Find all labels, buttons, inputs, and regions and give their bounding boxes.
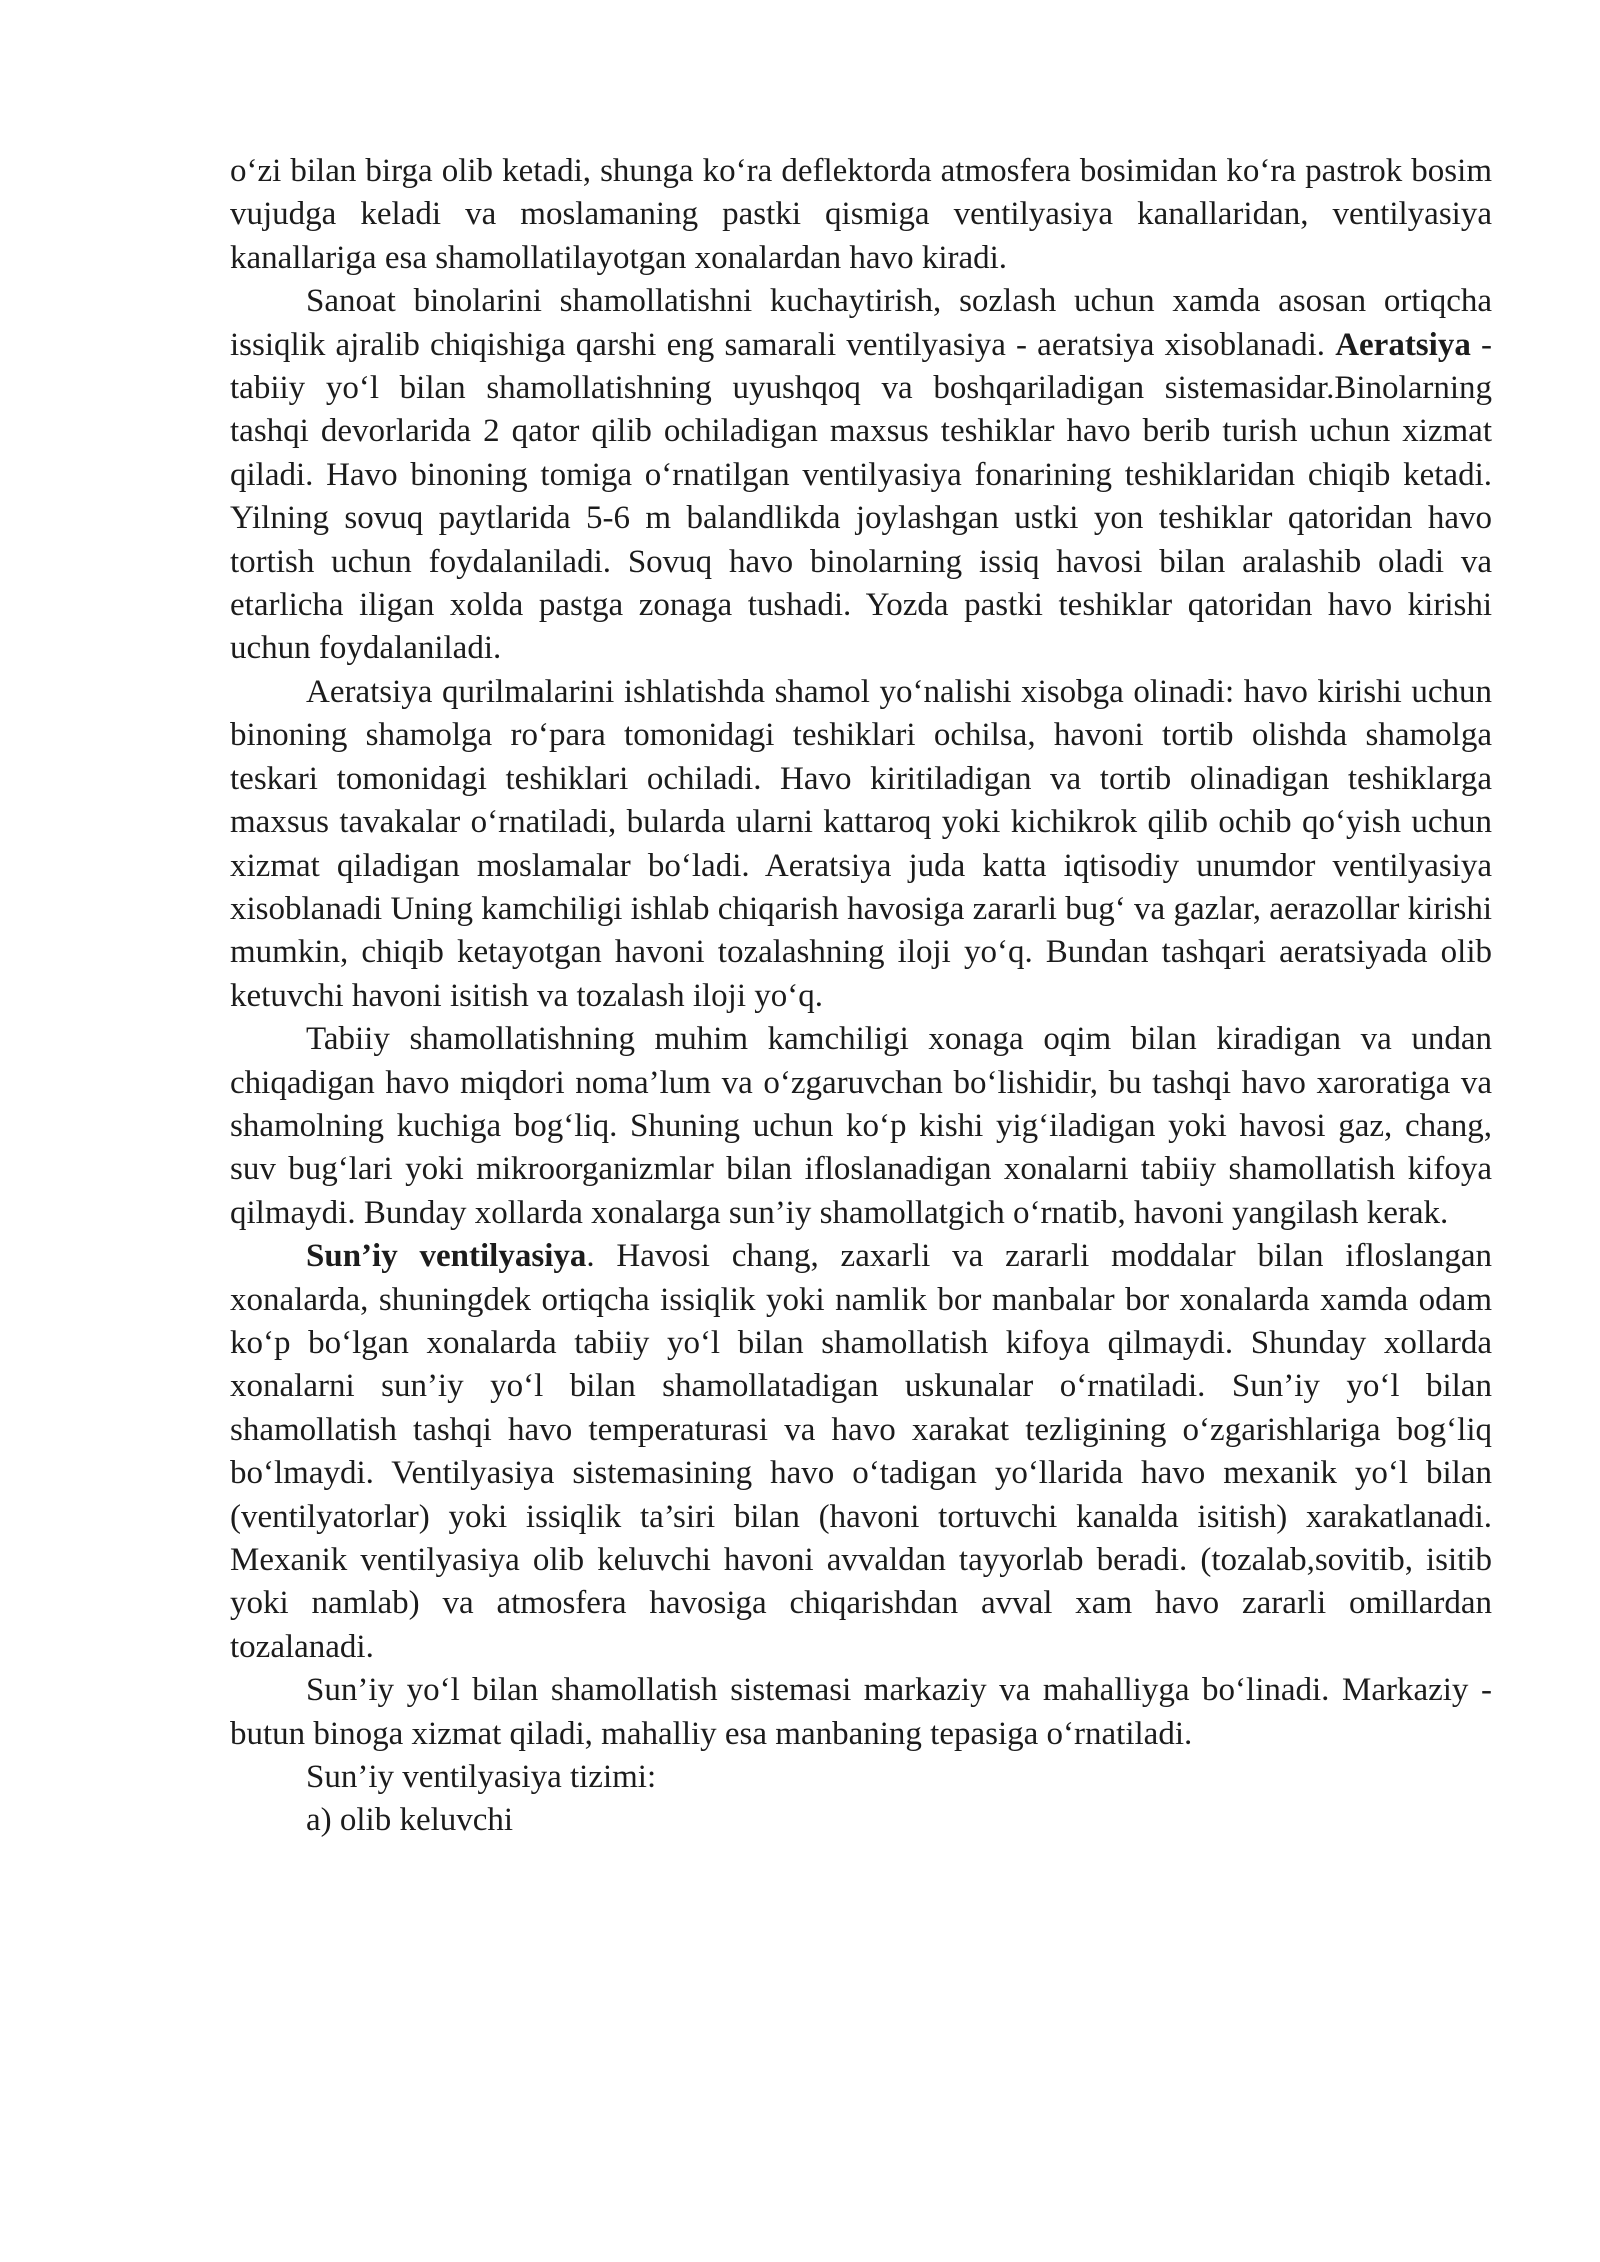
paragraph-text: Sanoat binolarini shamollatishni kuchaytirish, sozlash uchun xamda asosan ortiqcha issiqlik ajralib chiqishiga qarshi eng samarali ventilyasiya - aeratsiya xisoblanadi.: [230, 283, 1492, 363]
paragraph-deflector: [230, 150, 1492, 280]
paragraph-text: Aeratsiya qurilmalarini ishlatishda shamol yo‘nalishi xisobga olinadi: havo kirishi uchun binoning shamolga ro‘para tomonidagi teshiklari ochilsa, havoni tortib olishda shamolga teskari tomonidagi teshiklari ochiladi. Havo kiritiladigan va tortib olinadigan teshiklarga maxsus tavakalar o‘rnatiladi, bularda ularni kattaroq yoki kichikrok qilib ochib qo‘yish uchun xizmat qiladigan moslamalar bo‘ladi. Aeratsiya juda katta iqtisodiy unumdor ventilyasiya xisoblanadi Uning kamchiligi ishlab chiqarish havosiga zararli bug‘ va gazlar, aerazollar kirishi mumkin, chiqib ketayotgan havoni tozalashning iloji yo‘q. Bundan tashqari aeratsiyada olib ketuvchi havoni isitish va tozalash iloji yo‘q.: [230, 673, 1492, 1014]
paragraph-text: Tabiiy shamollatishning muhim kamchiligi xonaga oqim bilan kiradigan va undan chiqadigan havo miqdori noma’lum va o‘zgaruvchan bo‘lishidir, bu tashqi havo xaroratiga va shamolning kuchiga bog‘liq. Shuning uchun ko‘p kishi yig‘iladigan yoki havosi gaz, chang, suv bug‘lari yoki mikroorganizmlar bilan ifloslanadigan xonalarni tabiiy shamollatish kifoya qilmaydi. Bunday xollarda xonalarga sun’iy shamollatgich o‘rnatib, havoni yangilash kerak.: [230, 1021, 1492, 1231]
list-item-a: [230, 1799, 1492, 1842]
paragraph-central-local: [230, 1669, 1492, 1756]
paragraph-natural-ventilation-drawback: [230, 1018, 1492, 1235]
term-suniy-ventilyasiya: Sun’iy ventilyasiya: [306, 1238, 587, 1275]
list-item-text: a) olib keluvchi: [306, 1802, 514, 1839]
paragraph-system-heading: [230, 1756, 1492, 1799]
term-aeratsiya: Aeratsiya: [1335, 326, 1471, 363]
paragraph-artificial-ventilation: [230, 1235, 1492, 1669]
paragraph-text: Sun’iy ventilyasiya tizimi:: [306, 1759, 657, 1796]
paragraph-text: o‘zi bilan birga olib ketadi, shunga ko‘ra deflektorda atmosfera bosimidan ko‘ra pastrok bosim vujudga keladi va moslamaning pastki qismiga ventilyasiya kanallaridan, ventilyasiya kanallariga esa shamollatilayotgan xonalardan havo kiradi.: [230, 153, 1492, 276]
paragraph-aeratsiya-intro: [230, 280, 1492, 671]
paragraph-text-continued: . Havosi chang, zaxarli va zararli moddalar bilan ifloslangan xonalarda, shuningdek ortiqcha issiqlik yoki namlik bor manbalar bor xonalarda xamda odam ko‘p bo‘lgan xonalarda tabiiy yo‘l bilan shamollatish kifoya qilmaydi. Shunday xollarda xonalarni sun’iy yo‘l bilan shamollatadigan uskunalar o‘rnatiladi. Sun’iy yo‘l bilan shamollatish tashqi havo temperaturasi va havo xarakat tezligining o‘zgarishlariga bog‘liq bo‘lmaydi. Ventilyasiya sistemasining havo o‘tadigan yo‘llarida havo mexanik yo‘l bilan (ventilyatorlar) yoki issiqlik ta’siri bilan (havoni tortuvchi kanalda isitish) xarakatlanadi. Mexanik ventilyasiya olib keluvchi havoni avvaldan tayyorlab beradi. (tozalab,sovitib, isitib yoki namlab) va atmosfera havosiga chiqarishdan avval xam havo zararli omillardan tozalanadi.: [230, 1238, 1492, 1665]
paragraph-aeratsiya-usage: [230, 671, 1492, 1018]
paragraph-text-continued: - tabiiy yo‘l bilan shamollatishning uyushqoq va boshqariladigan sistemasidar.Binolarning tashqi devorlarida 2 qator qilib ochiladigan maxsus teshiklar havo berib turish uchun xizmat qiladi. Havo binoning tomiga o‘rnatilgan ventilyasiya fonarining teshiklaridan chiqib ketadi. Yilning sovuq paytlarida 5-6 m balandlikda joylashgan ustki yon teshiklar qatoridan havo tortish uchun foydalaniladi. Sovuq havo binolarning issiq havosi bilan aralashib oladi va etarlicha iligan xolda pastga zonaga tushadi. Yozda pastki teshiklar qatoridan havo kirishi uchun foydalaniladi.: [230, 326, 1492, 667]
paragraph-text: Sun’iy yo‘l bilan shamollatish sistemasi markaziy va mahalliyga bo‘linadi. Markaziy - butun binoga xizmat qiladi, mahalliy esa manbaning tepasiga o‘rnatiladi.: [230, 1672, 1492, 1752]
document-page: [230, 150, 1492, 1843]
